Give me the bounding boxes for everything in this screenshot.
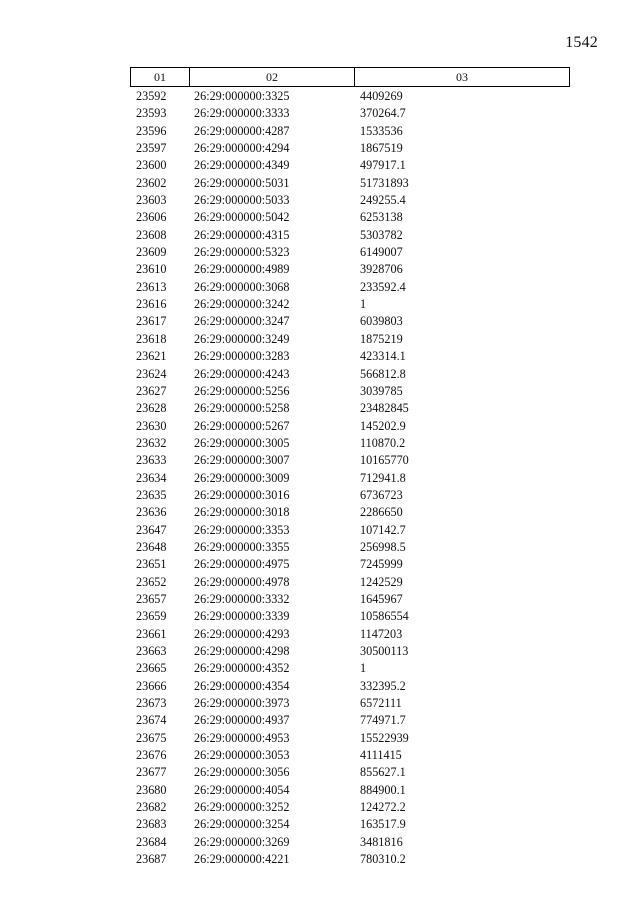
cell-id: 23608	[136, 227, 167, 242]
cell-id: 23677	[136, 765, 167, 780]
table-row	[130, 504, 570, 521]
cell-value: 107142.7	[360, 522, 406, 537]
table-row	[130, 279, 570, 296]
table-row	[130, 712, 570, 729]
table-row	[130, 348, 570, 365]
cell-value: 249255.4	[360, 193, 406, 208]
column-header-01: 01	[131, 68, 190, 86]
cell-cadastral-number: 26:29:000000:4054	[194, 782, 290, 797]
cell-id: 23657	[136, 591, 167, 606]
table-row	[130, 816, 570, 833]
table-header-row	[130, 67, 570, 87]
cell-value: 256998.5	[360, 539, 406, 554]
data-table	[130, 67, 570, 868]
cell-cadastral-number: 26:29:000000:4287	[194, 123, 290, 138]
cell-cadastral-number: 26:29:000000:3283	[194, 349, 290, 364]
cell-value: 6149007	[360, 245, 403, 260]
cell-id: 23661	[136, 626, 167, 641]
cell-cadastral-number: 26:29:000000:3333	[194, 106, 290, 121]
cell-cadastral-number: 26:29:000000:3242	[194, 297, 290, 312]
cell-cadastral-number: 26:29:000000:5031	[194, 175, 290, 190]
cell-value: 1	[360, 661, 367, 676]
cell-id: 23616	[136, 297, 167, 312]
cell-value: 1533536	[360, 123, 403, 138]
cell-value: 1147203	[360, 626, 403, 641]
cell-cadastral-number: 26:29:000000:5258	[194, 401, 290, 416]
cell-id: 23630	[136, 418, 167, 433]
cell-value: 3928706	[360, 262, 403, 277]
cell-value: 566812.8	[360, 366, 406, 381]
cell-cadastral-number: 26:29:000000:4293	[194, 626, 290, 641]
cell-id: 23606	[136, 210, 167, 225]
table-row	[130, 591, 570, 608]
cell-value: 30500113	[360, 644, 409, 658]
cell-value: 51731893	[360, 175, 409, 190]
cell-value: 6039803	[360, 314, 403, 329]
table-row	[130, 157, 570, 174]
cell-id: 23687	[136, 852, 167, 867]
cell-value: 4111415	[360, 748, 402, 763]
cell-id: 23633	[136, 453, 167, 468]
cell-value: 1	[360, 297, 367, 312]
cell-id: 23683	[136, 817, 167, 832]
table-row	[130, 556, 570, 573]
cell-id: 23647	[136, 522, 167, 537]
cell-id: 23682	[136, 800, 167, 815]
table-row	[130, 88, 570, 105]
cell-cadastral-number: 26:29:000000:3247	[194, 314, 290, 329]
table-row	[130, 366, 570, 383]
cell-cadastral-number: 26:29:000000:3018	[194, 505, 290, 520]
cell-id: 23600	[136, 158, 167, 173]
table-row	[130, 123, 570, 140]
cell-cadastral-number: 26:29:000000:4975	[194, 557, 290, 572]
cell-cadastral-number: 26:29:000000:4953	[194, 730, 290, 745]
cell-cadastral-number: 26:29:000000:3325	[194, 89, 290, 103]
cell-value: 780310.2	[360, 852, 406, 867]
cell-cadastral-number: 26:29:000000:4349	[194, 158, 290, 173]
cell-id: 23596	[136, 123, 167, 138]
cell-cadastral-number: 26:29:000000:5033	[194, 193, 290, 208]
cell-cadastral-number: 26:29:000000:3005	[194, 435, 290, 450]
table-row	[130, 522, 570, 539]
cell-cadastral-number: 26:29:000000:3353	[194, 522, 290, 537]
table-row	[130, 209, 570, 226]
cell-id: 23621	[136, 349, 167, 364]
table-row	[130, 400, 570, 417]
cell-value: 3039785	[360, 383, 403, 398]
cell-value: 6736723	[360, 487, 403, 502]
cell-cadastral-number: 26:29:000000:4221	[194, 852, 290, 867]
cell-value: 10165770	[360, 453, 409, 468]
table-row	[130, 660, 570, 677]
cell-id: 23610	[136, 262, 167, 277]
cell-id: 23684	[136, 834, 167, 849]
cell-id: 23634	[136, 470, 167, 485]
cell-cadastral-number: 26:29:000000:4989	[194, 262, 290, 277]
cell-value: 4409269	[360, 89, 403, 103]
table-row	[130, 244, 570, 261]
cell-value: 774971.7	[360, 713, 406, 728]
cell-cadastral-number: 26:29:000000:3355	[194, 539, 290, 554]
table-row	[130, 799, 570, 816]
cell-id: 23593	[136, 106, 167, 121]
table-row	[130, 105, 570, 122]
column-header-03: 03	[456, 70, 468, 84]
cell-value: 1867519	[360, 141, 403, 156]
cell-cadastral-number: 26:29:000000:4354	[194, 678, 290, 693]
cell-cadastral-number: 26:29:000000:4978	[194, 574, 290, 589]
table-row	[130, 782, 570, 799]
cell-id: 23624	[136, 366, 167, 381]
cell-cadastral-number: 26:29:000000:3007	[194, 453, 290, 468]
cell-cadastral-number: 26:29:000000:3332	[194, 591, 290, 606]
cell-id: 23648	[136, 539, 167, 554]
cell-value: 15522939	[360, 730, 409, 745]
table-row	[130, 331, 570, 348]
cell-cadastral-number: 26:29:000000:5323	[194, 245, 290, 260]
cell-value: 7245999	[360, 557, 403, 572]
cell-value: 884900.1	[360, 782, 406, 797]
cell-cadastral-number: 26:29:000000:5042	[194, 210, 290, 225]
cell-cadastral-number: 26:29:000000:3009	[194, 470, 290, 485]
cell-id: 23676	[136, 748, 167, 763]
cell-cadastral-number: 26:29:000000:4315	[194, 227, 290, 242]
table-row	[130, 140, 570, 157]
cell-cadastral-number: 26:29:000000:5267	[194, 418, 290, 433]
table-row	[130, 539, 570, 556]
table-row	[130, 313, 570, 330]
cell-id: 23663	[136, 644, 167, 658]
page-number: 1542	[565, 34, 598, 51]
cell-value: 110870.2	[360, 435, 406, 450]
table-row	[130, 296, 570, 313]
cell-cadastral-number: 26:29:000000:4352	[194, 661, 290, 676]
cell-value: 423314.1	[360, 349, 406, 364]
cell-value: 23482845	[360, 401, 409, 416]
table-row	[130, 227, 570, 244]
cell-value: 497917.1	[360, 158, 406, 173]
table-row	[130, 192, 570, 209]
table-row	[130, 261, 570, 278]
cell-cadastral-number: 26:29:000000:4298	[194, 644, 290, 658]
cell-id: 23613	[136, 279, 167, 294]
table-row	[130, 175, 570, 192]
cell-id: 23652	[136, 574, 167, 589]
cell-value: 3481816	[360, 834, 403, 849]
cell-cadastral-number: 26:29:000000:4243	[194, 366, 290, 381]
cell-value: 145202.9	[360, 418, 406, 433]
table-row	[130, 574, 570, 591]
cell-cadastral-number: 26:29:000000:4294	[194, 141, 290, 156]
table-body	[130, 88, 570, 868]
cell-id: 23627	[136, 383, 167, 398]
cell-cadastral-number: 26:29:000000:3973	[194, 696, 290, 711]
cell-cadastral-number: 26:29:000000:3053	[194, 748, 290, 763]
cell-id: 23628	[136, 401, 167, 416]
column-header-02: 02	[190, 68, 355, 86]
cell-id: 23618	[136, 331, 167, 346]
cell-value: 6572111	[360, 696, 402, 711]
cell-value: 5303782	[360, 227, 403, 242]
table-row	[130, 435, 570, 452]
table-row	[130, 834, 570, 851]
cell-id: 23659	[136, 609, 167, 624]
cell-cadastral-number: 26:29:000000:3252	[194, 800, 290, 815]
cell-value: 332395.2	[360, 678, 406, 693]
cell-id: 23609	[136, 245, 167, 260]
cell-value: 163517.9	[360, 817, 406, 832]
cell-value: 1645967	[360, 591, 403, 606]
cell-id: 23680	[136, 782, 167, 797]
cell-cadastral-number: 26:29:000000:4937	[194, 713, 290, 728]
table-row	[130, 470, 570, 487]
cell-cadastral-number: 26:29:000000:3056	[194, 765, 290, 780]
table-row	[130, 626, 570, 643]
cell-value: 1242529	[360, 574, 403, 589]
table-row	[130, 452, 570, 469]
table-row	[130, 383, 570, 400]
cell-value: 124272.2	[360, 800, 406, 815]
table-row	[130, 608, 570, 625]
cell-cadastral-number: 26:29:000000:3068	[194, 279, 290, 294]
table-row	[130, 678, 570, 695]
table-row	[130, 747, 570, 764]
table-row	[130, 487, 570, 504]
cell-id: 23673	[136, 696, 167, 711]
cell-id: 23674	[136, 713, 167, 728]
cell-value: 1875219	[360, 331, 403, 346]
cell-cadastral-number: 26:29:000000:5256	[194, 383, 290, 398]
cell-id: 23651	[136, 557, 167, 572]
cell-cadastral-number: 26:29:000000:3339	[194, 609, 290, 624]
cell-id: 23602	[136, 175, 167, 190]
cell-id: 23666	[136, 678, 167, 693]
cell-value: 370264.7	[360, 106, 406, 121]
cell-id: 23592	[136, 89, 167, 103]
cell-value: 712941.8	[360, 470, 406, 485]
table-row	[130, 764, 570, 781]
cell-id: 23635	[136, 487, 167, 502]
cell-cadastral-number: 26:29:000000:3249	[194, 331, 290, 346]
table-row	[130, 695, 570, 712]
table-row	[130, 643, 570, 660]
cell-value: 233592.4	[360, 279, 406, 294]
table-row	[130, 851, 570, 868]
cell-id: 23617	[136, 314, 167, 329]
cell-cadastral-number: 26:29:000000:3016	[194, 487, 290, 502]
cell-id: 23632	[136, 435, 167, 450]
cell-value: 6253138	[360, 210, 403, 225]
cell-cadastral-number: 26:29:000000:3254	[194, 817, 290, 832]
table-row	[130, 730, 570, 747]
cell-id: 23603	[136, 193, 167, 208]
cell-value: 855627.1	[360, 765, 406, 780]
table-row	[130, 418, 570, 435]
cell-value: 10586554	[360, 609, 409, 624]
cell-id: 23665	[136, 661, 167, 676]
cell-id: 23675	[136, 730, 167, 745]
cell-id: 23636	[136, 505, 167, 520]
cell-id: 23597	[136, 141, 167, 156]
cell-value: 2286650	[360, 505, 403, 520]
cell-cadastral-number: 26:29:000000:3269	[194, 834, 290, 849]
